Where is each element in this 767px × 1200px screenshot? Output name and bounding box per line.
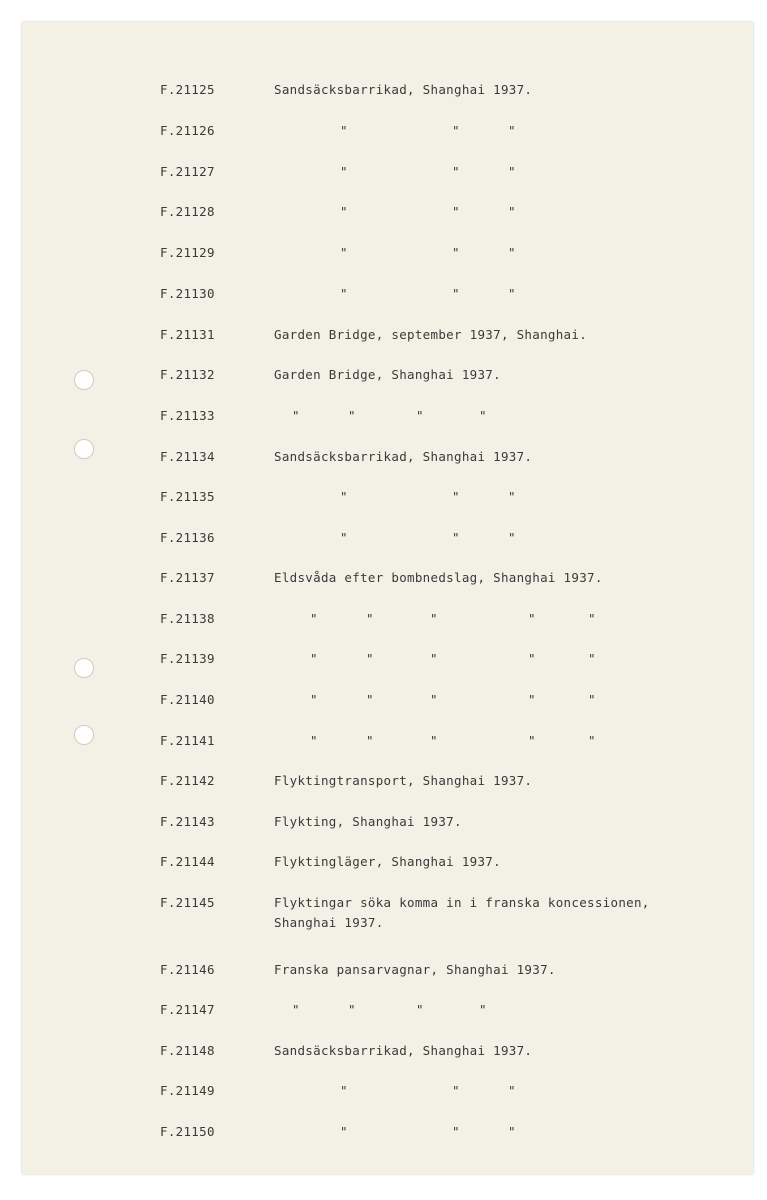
- catalog-number: F.21127: [160, 164, 215, 179]
- ditto-mark: ": [348, 1002, 356, 1017]
- catalog-number: F.21130: [160, 286, 215, 301]
- ditto-mark: ": [348, 408, 356, 423]
- ditto-mark: ": [452, 489, 460, 504]
- ditto-mark: ": [430, 651, 438, 666]
- catalog-number: F.21128: [160, 204, 215, 219]
- list-item: [22, 651, 753, 675]
- description: Sandsäcksbarrikad, Shanghai 1937.: [274, 82, 533, 97]
- ditto-mark: ": [479, 408, 487, 423]
- catalog-number: F.21137: [160, 570, 215, 585]
- ditto-mark: ": [508, 489, 516, 504]
- ditto-mark: ": [340, 489, 348, 504]
- list-item: [22, 408, 753, 432]
- catalog-number: F.21145: [160, 895, 215, 910]
- ditto-mark: ": [310, 733, 318, 748]
- catalog-number: F.21146: [160, 962, 215, 977]
- ditto-mark: ": [430, 733, 438, 748]
- list-item: [22, 962, 753, 986]
- list-item: [22, 733, 753, 757]
- ditto-mark: ": [340, 204, 348, 219]
- catalog-number: F.21136: [160, 530, 215, 545]
- list-item: [22, 570, 753, 594]
- ditto-mark: ": [528, 651, 536, 666]
- catalog-number: F.21144: [160, 854, 215, 869]
- list-item: [22, 489, 753, 513]
- catalog-number: F.21143: [160, 814, 215, 829]
- catalog-number: F.21131: [160, 327, 215, 342]
- list-item: [22, 123, 753, 147]
- ditto-mark: ": [416, 1002, 424, 1017]
- list-item: [22, 327, 753, 351]
- list-item: [22, 895, 753, 930]
- ditto-mark: ": [292, 1002, 300, 1017]
- catalog-number: F.21132: [160, 367, 215, 382]
- list-item: [22, 530, 753, 554]
- description-continuation: Shanghai 1937.: [274, 915, 384, 930]
- ditto-mark: ": [340, 1083, 348, 1098]
- description: Flykting, Shanghai 1937.: [274, 814, 462, 829]
- description: Flyktingar söka komma in i franska koncessionen,: [274, 895, 650, 910]
- ditto-mark: ": [310, 692, 318, 707]
- list-item: [22, 245, 753, 269]
- ditto-mark: ": [508, 1083, 516, 1098]
- ditto-mark: ": [508, 1124, 516, 1139]
- list-item: [22, 1002, 753, 1026]
- list-item: [22, 692, 753, 716]
- ditto-mark: ": [452, 1083, 460, 1098]
- ditto-mark: ": [452, 1124, 460, 1139]
- list-item: [22, 1124, 753, 1148]
- description: Garden Bridge, september 1937, Shanghai.: [274, 327, 588, 342]
- list-item: [22, 773, 753, 797]
- catalog-number: F.21141: [160, 733, 215, 748]
- list-item: [22, 1043, 753, 1067]
- catalog-number: F.21139: [160, 651, 215, 666]
- ditto-mark: ": [528, 692, 536, 707]
- description: Flyktingtransport, Shanghai 1937.: [274, 773, 533, 788]
- catalog-number: F.21140: [160, 692, 215, 707]
- list-item: [22, 82, 753, 106]
- description: Franska pansarvagnar, Shanghai 1937.: [274, 962, 556, 977]
- ditto-mark: ": [588, 611, 596, 626]
- catalog-number: F.21148: [160, 1043, 215, 1058]
- ditto-mark: ": [508, 123, 516, 138]
- ditto-mark: ": [366, 692, 374, 707]
- ditto-mark: ": [508, 164, 516, 179]
- ditto-mark: ": [452, 245, 460, 260]
- ditto-mark: ": [416, 408, 424, 423]
- ditto-mark: ": [292, 408, 300, 423]
- ditto-mark: ": [340, 164, 348, 179]
- ditto-mark: ": [452, 123, 460, 138]
- list-item: [22, 814, 753, 838]
- ditto-mark: ": [366, 651, 374, 666]
- ditto-mark: ": [508, 286, 516, 301]
- document-page: [22, 22, 753, 1174]
- list-item: [22, 286, 753, 310]
- catalog-number: F.21149: [160, 1083, 215, 1098]
- ditto-mark: ": [588, 692, 596, 707]
- ditto-mark: ": [479, 1002, 487, 1017]
- ditto-mark: ": [452, 204, 460, 219]
- catalog-number: F.21126: [160, 123, 215, 138]
- ditto-mark: ": [366, 733, 374, 748]
- list-item: [22, 854, 753, 878]
- catalog-number: F.21135: [160, 489, 215, 504]
- ditto-mark: ": [508, 530, 516, 545]
- ditto-mark: ": [452, 164, 460, 179]
- catalog-number: F.21133: [160, 408, 215, 423]
- list-item: [22, 611, 753, 635]
- ditto-mark: ": [508, 245, 516, 260]
- list-item: [22, 367, 753, 391]
- ditto-mark: ": [430, 692, 438, 707]
- description: Garden Bridge, Shanghai 1937.: [274, 367, 501, 382]
- ditto-mark: ": [310, 611, 318, 626]
- ditto-mark: ": [340, 123, 348, 138]
- ditto-mark: ": [340, 530, 348, 545]
- catalog-number: F.21150: [160, 1124, 215, 1139]
- ditto-mark: ": [588, 651, 596, 666]
- ditto-mark: ": [452, 286, 460, 301]
- ditto-mark: ": [452, 530, 460, 545]
- list-item: [22, 449, 753, 473]
- ditto-mark: ": [430, 611, 438, 626]
- ditto-mark: ": [340, 286, 348, 301]
- ditto-mark: ": [528, 733, 536, 748]
- catalog-number: F.21125: [160, 82, 215, 97]
- list-item: [22, 164, 753, 188]
- catalog-number: F.21147: [160, 1002, 215, 1017]
- ditto-mark: ": [528, 611, 536, 626]
- ditto-mark: ": [340, 245, 348, 260]
- ditto-mark: ": [310, 651, 318, 666]
- ditto-mark: ": [508, 204, 516, 219]
- description: Eldsvåda efter bombnedslag, Shanghai 1937.: [274, 570, 603, 585]
- ditto-mark: ": [366, 611, 374, 626]
- catalog-number: F.21138: [160, 611, 215, 626]
- description: Sandsäcksbarrikad, Shanghai 1937.: [274, 1043, 533, 1058]
- description: Sandsäcksbarrikad, Shanghai 1937.: [274, 449, 533, 464]
- catalog-number: F.21142: [160, 773, 215, 788]
- description: Flyktingläger, Shanghai 1937.: [274, 854, 501, 869]
- ditto-mark: ": [588, 733, 596, 748]
- list-item: [22, 1083, 753, 1107]
- catalog-number: F.21134: [160, 449, 215, 464]
- list-item: [22, 204, 753, 228]
- ditto-mark: ": [340, 1124, 348, 1139]
- catalog-number: F.21129: [160, 245, 215, 260]
